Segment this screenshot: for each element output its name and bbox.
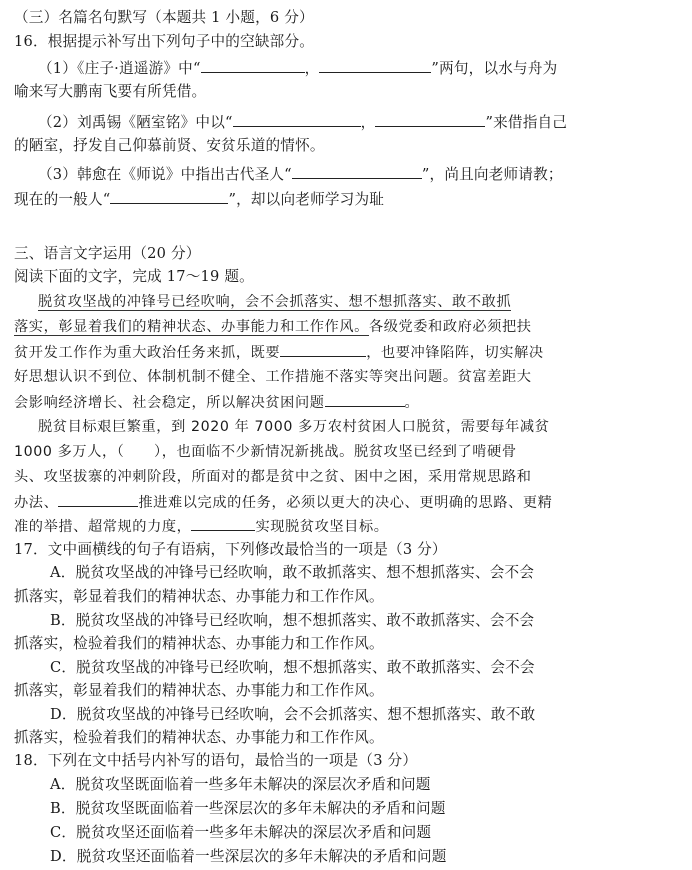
passage-line [14,392,684,413]
section-lang-title: 三、语言文字运用（20 分） [14,245,201,262]
q17-option-b-cont: 抓落实，检验着我们的精神状态、办事能力和工作作风。 [14,635,384,652]
answer-blank[interactable] [201,58,305,73]
q16-3-tail: ”，尚且向老师请教； [421,166,563,183]
passage-text: 推进难以完成的任务，必须以更大的决心、更明确的思路、更精 [138,495,553,511]
answer-blank[interactable] [233,112,361,127]
answer-blank[interactable] [319,58,431,73]
passage-line [14,492,684,513]
answer-blank[interactable] [292,164,422,179]
reading-instruction: 阅读下面的文字，完成 17～19 题。 [14,268,254,285]
passage-text: 。 [404,395,420,411]
q18-stem: 18．下列在文中括号内补写的语句，最恰当的一项是（3 分） [14,752,418,769]
q18-option-b[interactable]: B．脱贫攻坚既面临着一些深层次的多年未解决的矛盾和问题 [50,800,446,817]
q16-item-1-cont: 喻来写大鹏南飞要有所凭借。 [14,83,207,100]
answer-blank[interactable] [280,342,366,357]
q16-2-lead: （2）刘禹锡《陋室铭》中以“ [38,114,233,131]
q16-1-comma: ， [304,60,320,77]
q17-option-a-cont: 抓落实，彰显着我们的精神状态、办事能力和工作作风。 [14,588,384,605]
q16-item-1 [14,58,684,79]
q16-3-tail2: ”，却以向老师学习为耻 [228,191,385,208]
passage-text: 准的举措、超常规的力度， [14,519,192,535]
passage-line [14,317,684,337]
q17-stem: 17．文中画横线的句子有语病，下列修改最恰当的一项是（3 分） [14,541,447,558]
q16-3-lead2: 现在的一般人“ [14,191,111,208]
passage-text: 会影响经济增长、社会稳定，所以解决贫困问题 [14,395,325,411]
answer-blank[interactable] [325,392,405,407]
passage-line: 好思想认识不到位、体制机制不健全、工作措施不落实等突出问题。贫富差距大 [14,369,532,385]
q16-item-3 [14,164,684,185]
passage-line [14,516,684,537]
q16-2-tail: ”来借指自己 [485,114,568,131]
passage-text: ，也要冲锋陷阵，切实解决 [366,345,544,361]
passage-text: 实现脱贫攻坚目标。 [255,519,389,535]
answer-blank[interactable] [110,189,228,204]
answer-blank[interactable] [191,516,255,531]
q17-option-a[interactable]: A．脱贫攻坚战的冲锋号已经吹响，敢不敢抓落实、想不想抓落实、会不会 [50,564,535,581]
passage-text: 办法、 [14,495,59,511]
passage-line: 头、攻坚拔寨的冲刺阶段，所面对的都是贫中之贫、困中之困，采用常规思路和 [14,469,532,485]
q16-3-lead: （3）韩愈在《师说》中指出古代圣人“ [38,166,292,183]
q16-item-3-cont [14,189,684,210]
answer-blank[interactable] [375,112,485,127]
q18-option-a[interactable]: A．脱贫攻坚既面临着一些多年未解决的深层次矛盾和问题 [50,776,431,793]
q16-item-2 [14,112,684,133]
passage-text: 贫开发工作作为重大政治任务来抓，既要 [14,345,281,361]
passage-line [14,342,684,363]
passage-text: 各级党委和政府必须把扶 [368,319,532,335]
q18-option-d[interactable]: D．脱贫攻坚还面临着一些深层次的多年未解决的矛盾和问题 [50,848,447,865]
answer-blank[interactable] [58,492,138,507]
q17-option-c-cont: 抓落实，彰显着我们的精神状态、办事能力和工作作风。 [14,682,384,699]
passage-line: 脱贫目标艰巨繁重，到 2020 年 7000 多万农村贫困人口脱贫，需要每年减贫 [38,419,550,435]
q16-stem: 16．根据提示补写出下列句子中的空缺部分。 [14,33,315,50]
section-3-title: （三）名篇名句默写（本题共 1 小题，6 分） [14,9,314,26]
q17-option-d-cont: 抓落实，检验着我们的精神状态、办事能力和工作作风。 [14,729,384,746]
q18-option-c[interactable]: C．脱贫攻坚还面临着一些多年未解决的深层次矛盾和问题 [50,824,432,841]
q17-option-c[interactable]: C．脱贫攻坚战的冲锋号已经吹响，想不想抓落实、敢不敢抓落实、会不会 [50,659,535,676]
q16-2-comma: ， [360,114,376,131]
q16-1-lead: （1）《庄子·逍遥游》中“ [38,60,201,77]
passage-line: 1000 多万人，（ ），也面临不少新情况新挑战。脱贫攻坚已经到了啃硬骨 [14,444,517,460]
q16-item-2-cont: 的陋室，抒发自己仰慕前贤、安贫乐道的情怀。 [14,137,325,154]
q17-option-d[interactable]: D．脱贫攻坚战的冲锋号已经吹响，会不会抓落实、想不想抓落实、敢不敢 [50,706,536,723]
underlined-sentence-cont: 落实，彰显着我们的精神状态、办事能力和工作作风。 [14,319,369,335]
q16-1-tail: ”两句，以水与舟为 [431,60,558,77]
underlined-sentence: 脱贫攻坚战的冲锋号已经吹响，会不会抓落实、想不想抓落实、敢不敢抓 [38,294,512,310]
q17-option-b[interactable]: B．脱贫攻坚战的冲锋号已经吹响，想不想抓落实、敢不敢抓落实、会不会 [50,612,535,629]
passage-line [14,292,684,312]
